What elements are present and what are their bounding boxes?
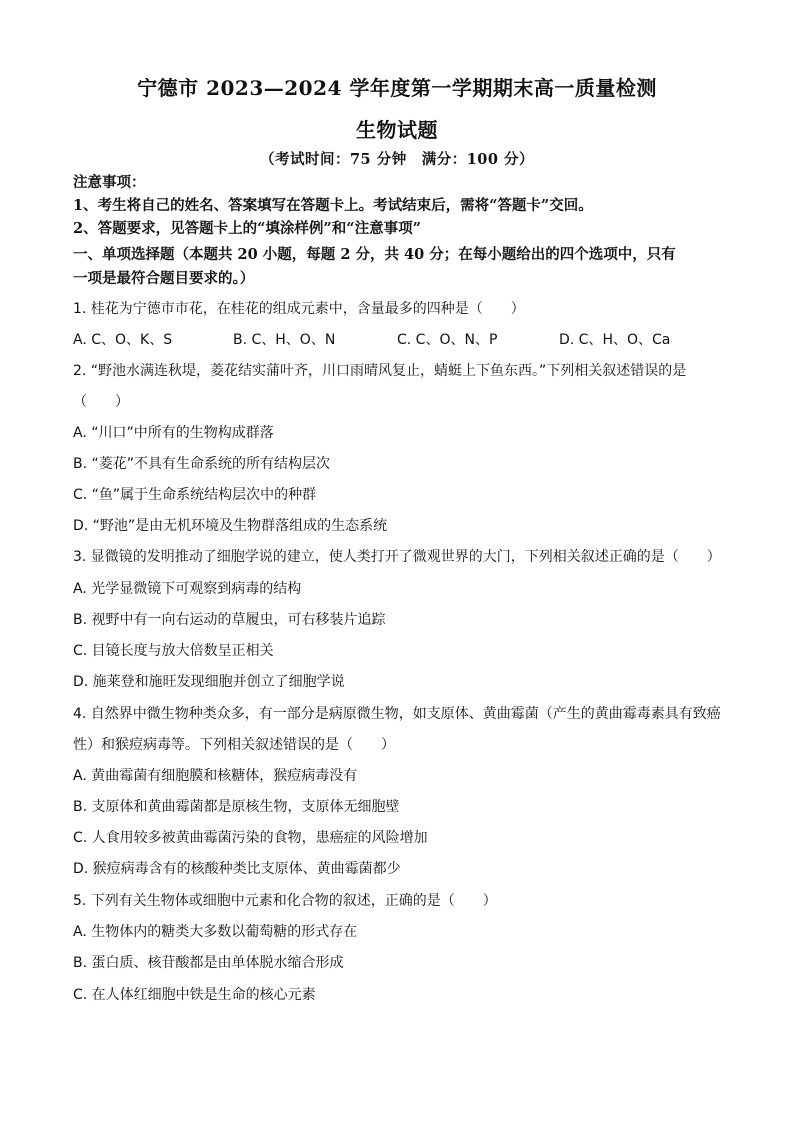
section-heading-line-2: 一项是最符合题目要求的。） — [73, 270, 255, 287]
question-1-option-d: D. C、H、O、Ca — [559, 332, 671, 348]
question-1-stem: 1. 桂花为宁德市市花，在桂花的组成元素中，含量最多的四种是（ ） — [73, 301, 525, 317]
question-2-stem: 2. “野池水满连秋堤，菱花结实蒲叶齐，川口雨晴风复止，蜻蜓上下鱼东西。”下列相关叙述错误的是 — [73, 363, 687, 379]
question-2-option-d: D. “野池”是由无机环境及生物群落组成的生态系统 — [73, 518, 388, 534]
question-4-stem-cont: 性）和猴痘病毒等。下列相关叙述错误的是（ ） — [73, 737, 395, 753]
question-4-option-a: A. 黄曲霉菌有细胞膜和核糖体，猴痘病毒没有 — [73, 768, 358, 784]
question-1-option-c: C. C、O、N、P — [397, 332, 498, 348]
question-2-option-c: C. “鱼”属于生命系统结构层次中的种群 — [73, 487, 317, 503]
question-1-option-b: B. C、H、O、N — [233, 332, 336, 348]
exam-info: （考试时间：75 分钟 满分：100 分） — [259, 151, 535, 168]
question-5-option-a: A. 生物体内的糖类大多数以葡萄糖的形式存在 — [73, 924, 358, 940]
question-3-option-d: D. 施莱登和施旺发现细胞并创立了细胞学说 — [73, 674, 345, 690]
question-2-option-a: A. “川口”中所有的生物构成群落 — [73, 425, 274, 441]
question-5-stem: 5. 下列有关生物体或细胞中元素和化合物的叙述，正确的是（ ） — [73, 893, 497, 909]
notes-heading: 注意事项： — [73, 174, 146, 191]
question-4-stem: 4. 自然界中微生物种类众多，有一部分是病原微生物，如支原体、黄曲霉菌（产生的黄曲霉毒素具有致癌 — [73, 706, 721, 722]
question-3-option-c: C. 目镜长度与放大倍数呈正相关 — [73, 643, 274, 659]
notes-item-2: 2、答题要求，见答题卡上的“填涂样例”和“注意事项” — [73, 220, 421, 237]
question-2-option-b: B. “菱花”不具有生命系统的所有结构层次 — [73, 456, 331, 472]
exam-title: 宁德市 2023—2024 学年度第一学期期末高一质量检测 — [137, 76, 657, 100]
notes-item-1: 1、考生将自己的姓名、答案填写在答题卡上。考试结束后，需将“答题卡”交回。 — [73, 197, 593, 214]
section-heading-line-1: 一、单项选择题（本题共 20 小题，每题 2 分，共 40 分；在每小题给出的四个选项中，只有 — [73, 246, 676, 263]
subject-title: 生物试题 — [356, 118, 438, 142]
question-2-stem-cont: （ ） — [73, 394, 129, 410]
question-3-option-b: B. 视野中有一向右运动的草履虫，可右移装片追踪 — [73, 612, 386, 628]
question-4-option-c: C. 人食用较多被黄曲霉菌污染的食物，患癌症的风险增加 — [73, 830, 428, 846]
question-3-stem: 3. 显微镜的发明推动了细胞学说的建立，使人类打开了微观世界的大门，下列相关叙述正确的是（ ） — [73, 549, 721, 565]
question-3-option-a: A. 光学显微镜下可观察到病毒的结构 — [73, 581, 302, 597]
question-4-option-d: D. 猴痘病毒含有的核酸种类比支原体、黄曲霉菌都少 — [73, 861, 401, 877]
question-4-option-b: B. 支原体和黄曲霉菌都是原核生物，支原体无细胞壁 — [73, 799, 400, 815]
question-1-option-a: A. C、O、K、S — [73, 332, 173, 348]
question-5-option-c: C. 在人体红细胞中铁是生命的核心元素 — [73, 987, 316, 1003]
question-5-option-b: B. 蛋白质、核苷酸都是由单体脱水缩合形成 — [73, 955, 344, 971]
